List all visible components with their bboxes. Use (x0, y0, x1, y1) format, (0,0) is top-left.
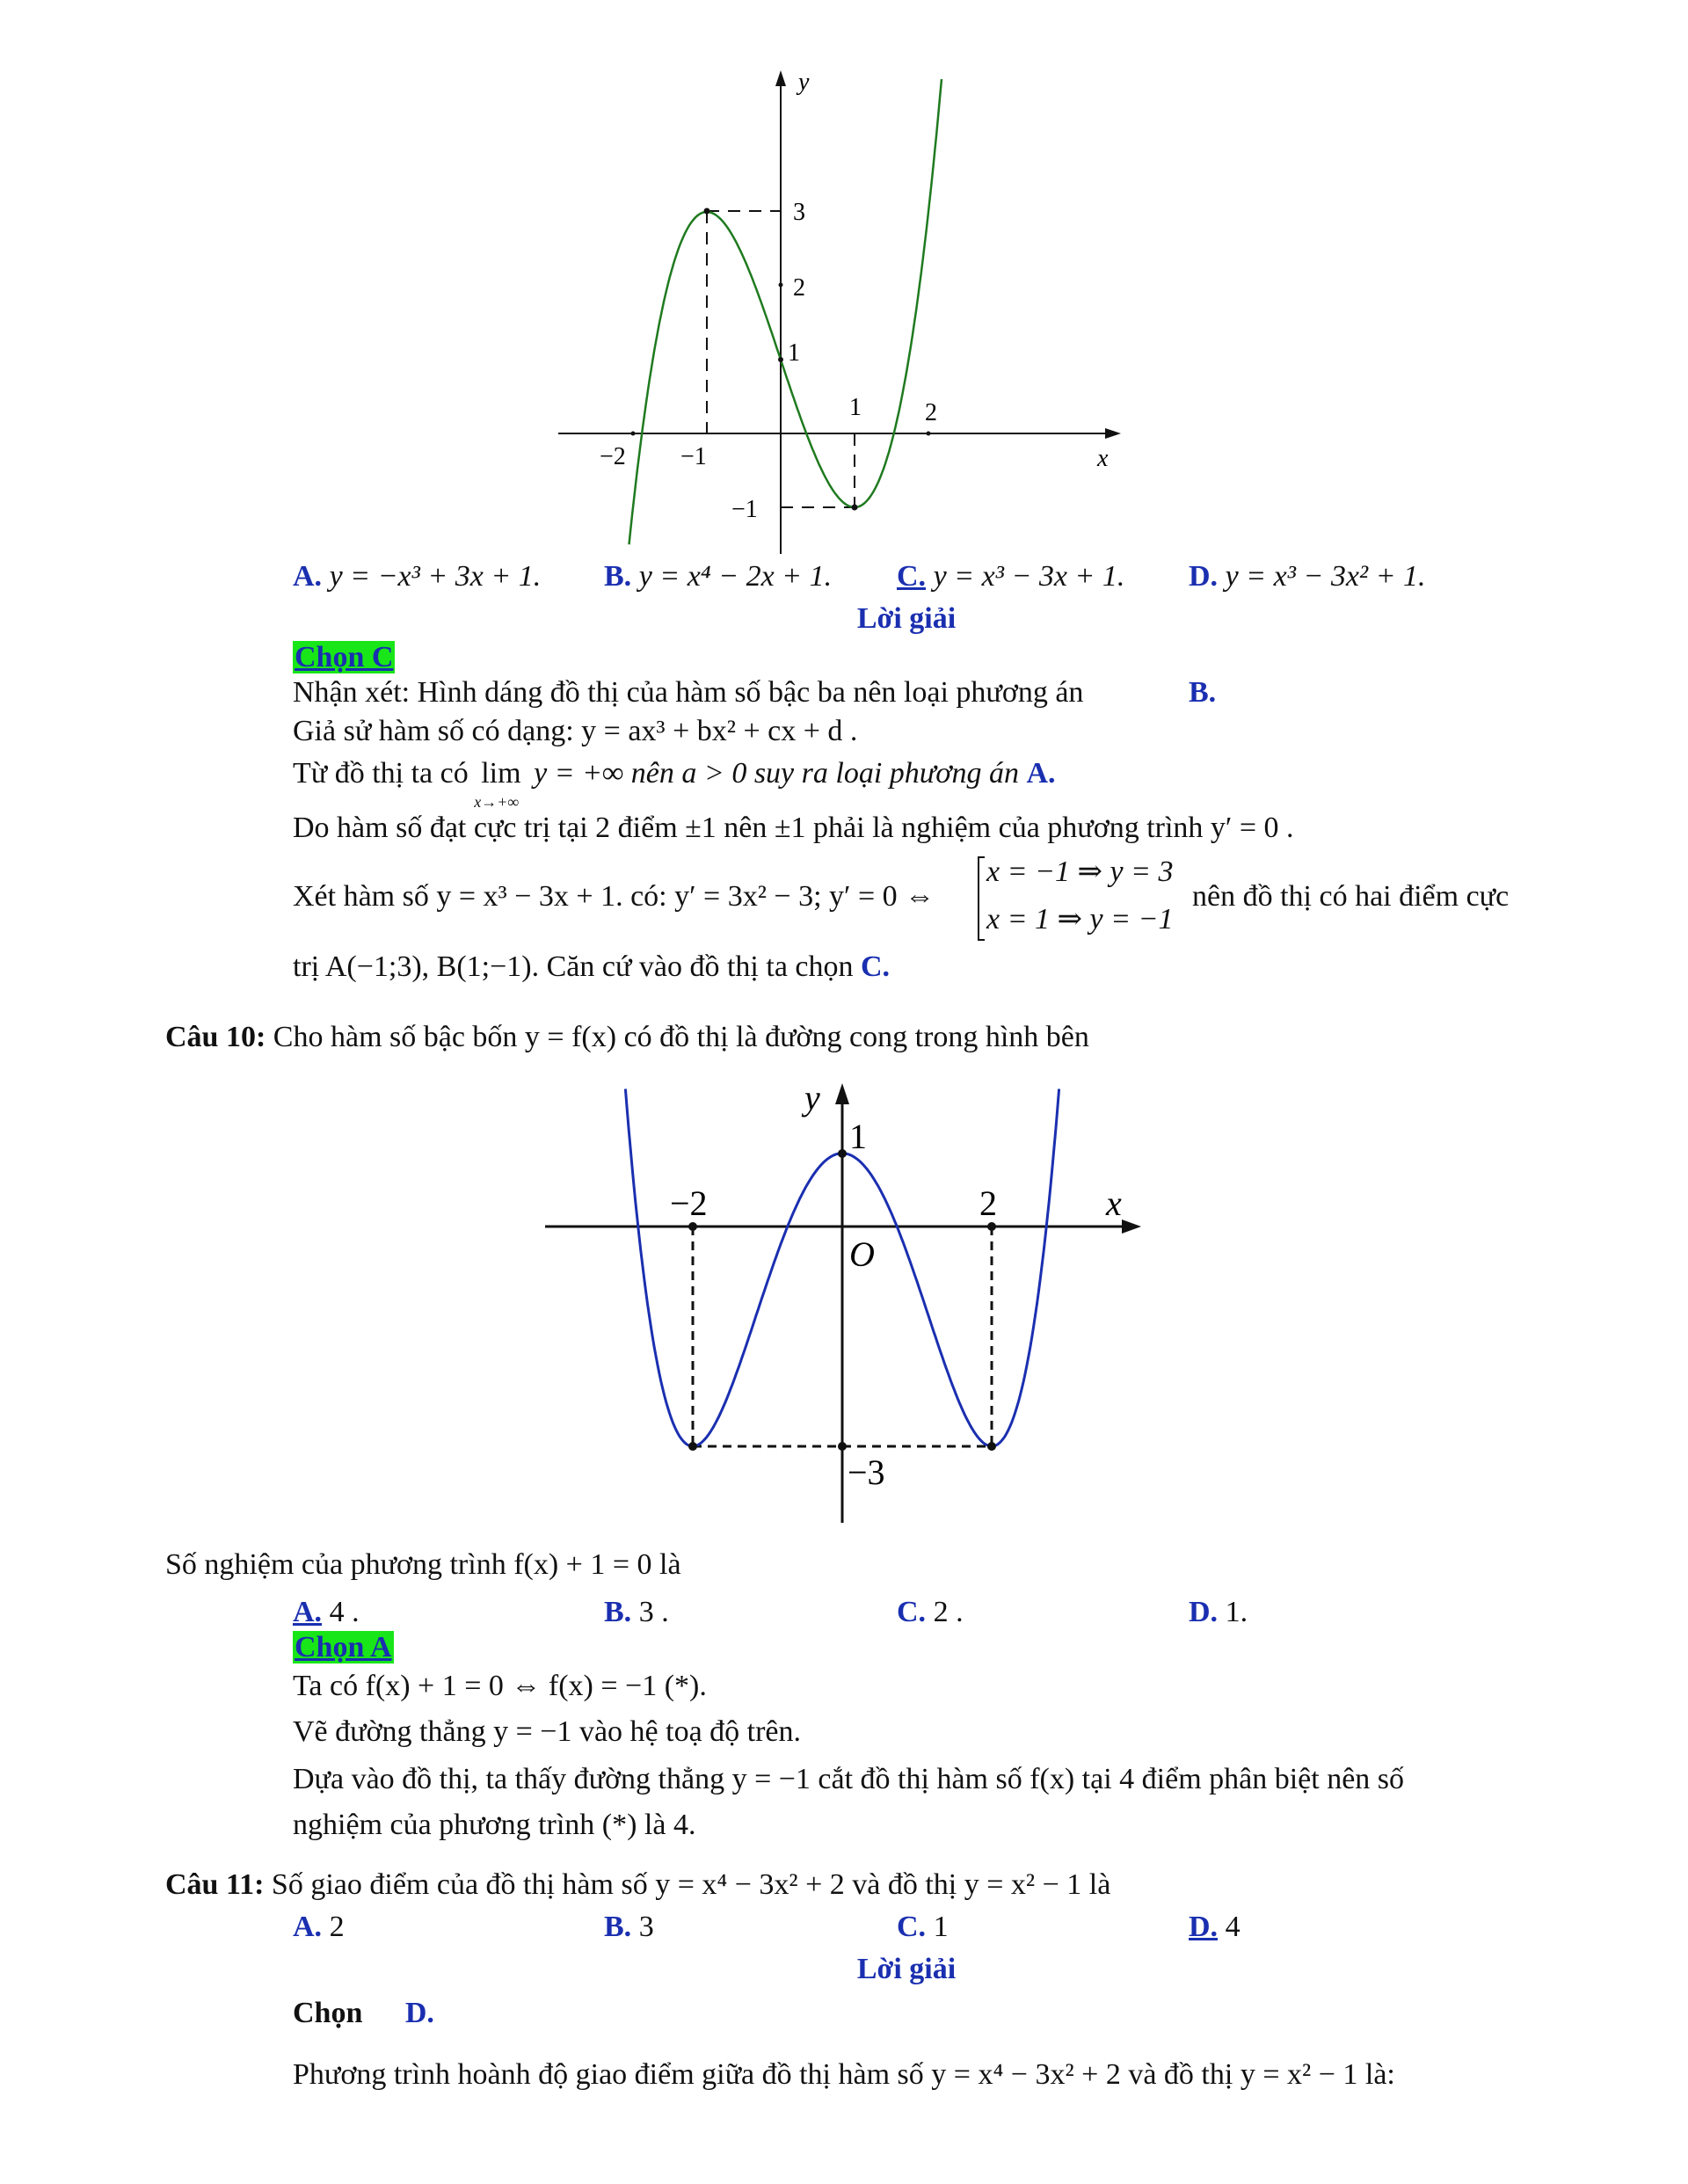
quartic-graph (528, 1073, 1160, 1539)
q9-option-c[interactable]: C. y = x³ − 3x + 1. (897, 560, 1125, 593)
q9-case-1: x = −1 ⇒ y = 3 (986, 855, 1174, 888)
q10-option-d[interactable]: D. 1. (1189, 1596, 1248, 1628)
q9-case-2: x = 1 ⇒ y = −1 (986, 903, 1174, 935)
q11-option-a[interactable]: A. 2 (293, 1911, 345, 1943)
q9-line-1: Nhận xét: Hình dáng đồ thị của hàm số bậc ba nên loại phương án (293, 676, 1084, 709)
x-axis-arrow (1105, 428, 1121, 439)
x-axis-label: x (1097, 445, 1109, 472)
q9-line-6: trị A(−1;3), B(1;−1). Căn cứ vào đồ thị ta chọn C. (293, 950, 891, 983)
tick-label-x-2: 2 (925, 399, 937, 426)
tick-label-x-1: 1 (849, 394, 862, 421)
tick-label-y-3: 3 (793, 199, 805, 226)
q9-option-d[interactable]: D. y = x³ − 3x² + 1. (1189, 560, 1426, 593)
q11-line-1: Phương trình hoành độ giao điểm giữa đồ thị hàm số y = x⁴ − 3x² + 2 và đồ thị y = x² − 1 là: (293, 2058, 1395, 2091)
y-axis-label: y (804, 1078, 820, 1117)
origin-label: O (849, 1234, 875, 1274)
cubic-curve (629, 79, 942, 544)
tick-label-x-2: 2 (979, 1183, 997, 1223)
q9-solution-title: Lời giải (856, 602, 957, 635)
tick-label-y-2: 2 (793, 274, 805, 302)
q9-line-4: Do hàm số đạt cực trị tại 2 điểm ±1 nên ±1 phải là nghiệm của phương trình y′ = 0 . (293, 812, 1294, 844)
q10-line-2: Vẽ đường thẳng y = −1 vào hệ toạ độ trên. (293, 1715, 802, 1748)
min-point (852, 505, 858, 511)
y-intercept-point (778, 357, 783, 362)
q11-option-d[interactable]: D. 4 (1189, 1911, 1241, 1943)
q10-option-c[interactable]: C. 2 . (897, 1596, 964, 1628)
q11-solution-title: Lời giải (856, 1953, 957, 1985)
x-axis-label: x (1106, 1183, 1122, 1223)
q9-option-b[interactable]: B. y = x⁴ − 2x + 1. (604, 560, 833, 593)
q9-line-5: Xét hàm số y = x³ − 3x + 1. có: y′ = 3x² − 3; y′ = 0 ⇔ (293, 880, 935, 913)
q9-line-2: Giả sử hàm số có dạng: y = ax³ + bx² + cx + d . (293, 715, 858, 747)
q10-line-1: Ta có f(x) + 1 = 0 ⇔ f(x) = −1 (*). (293, 1670, 707, 1702)
q11-option-b[interactable]: B. 3 (604, 1911, 654, 1943)
q10-choice-badge: Chọn A (295, 1631, 392, 1663)
q11-choice: Chọn D. (293, 1997, 434, 2029)
q10-line-4: nghiệm của phương trình (*) là 4. (293, 1809, 696, 1841)
q9-choice-badge: Chọn C (295, 641, 394, 673)
max-point (838, 1149, 847, 1158)
y-axis-label: y (798, 69, 810, 96)
point-x-neg2 (688, 1222, 697, 1231)
q11-prompt: Câu 11: Số giao điểm của đồ thị hàm số y = x⁴ − 3x² + 2 và đồ thị y = x² − 1 là (165, 1868, 1111, 1901)
tick-x-neg2 (631, 432, 636, 436)
tick-y-2 (779, 283, 783, 288)
min-point-left (688, 1442, 697, 1451)
y-axis-arrow (835, 1083, 849, 1104)
q9-line-3: Từ đồ thị ta có lim x→+∞ y = +∞ nên a > 0 suy ra loại phương án A. (293, 757, 1056, 811)
q11-option-c[interactable]: C. 1 (897, 1911, 949, 1943)
tick-label-y-neg1: −1 (731, 496, 758, 523)
q10-line-3: Dựa vào đồ thị, ta thấy đường thẳng y = −1 cắt đồ thị hàm số f(x) tại 4 điểm phân biệt nên số (293, 1763, 1405, 1795)
tick-label-x-neg2: −2 (670, 1183, 708, 1223)
tick-label-x-neg2: −2 (600, 443, 626, 470)
tick-label-y-neg3: −3 (848, 1452, 885, 1492)
q9-case-bracket (978, 856, 985, 941)
tick-label-y-1: 1 (788, 339, 800, 367)
max-point (704, 208, 710, 215)
q10-question: Số nghiệm của phương trình f(x) + 1 = 0 là (165, 1548, 681, 1581)
x-axis-arrow (1122, 1219, 1141, 1234)
point-x-2 (987, 1222, 996, 1231)
tick-label-y-1: 1 (849, 1117, 867, 1156)
cubic-graph (528, 62, 1160, 563)
q9-line-1-ref: B. (1189, 676, 1217, 709)
tick-x-2 (927, 432, 931, 436)
q9-option-a[interactable]: A. y = −x³ + 3x + 1. (293, 560, 542, 593)
q9-line-5-tail: nên đồ thị có hai điểm cực (1192, 880, 1510, 913)
q10-option-b[interactable]: B. 3 . (604, 1596, 669, 1628)
q10-prompt: Câu 10: Cho hàm số bậc bốn y = f(x) có đồ thị là đường cong trong hình bên (165, 1021, 1089, 1053)
tick-label-x-neg1: −1 (680, 443, 707, 470)
min-point-right (987, 1442, 996, 1451)
point-y-neg3 (838, 1442, 847, 1451)
y-axis-arrow (775, 70, 786, 86)
q10-option-a[interactable]: A. 4 . (293, 1596, 360, 1628)
